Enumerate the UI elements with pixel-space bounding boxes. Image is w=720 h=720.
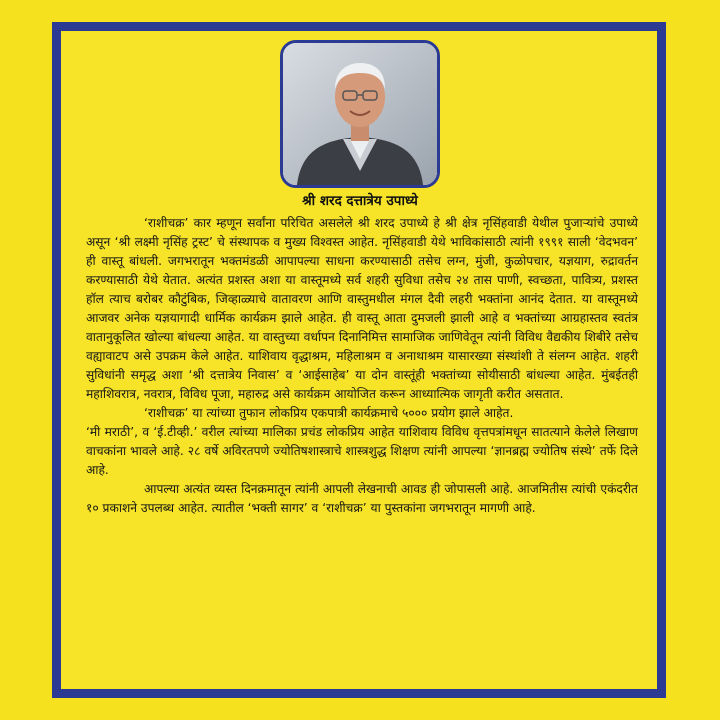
- author-name: श्री शरद दत्तात्रेय उपाध्ये: [302, 193, 418, 209]
- author-photo: [280, 40, 440, 188]
- author-portrait-image: [283, 43, 437, 185]
- biography-text: [86, 214, 638, 518]
- bio-paragraph: ‘राशीचक्र’ कार म्हणून सर्वांना परिचित असलेले श्री शरद उपाध्ये हे श्री क्षेत्र नृसिंहवाडी येथील पुजाऱ्यांचे उपाध्ये असून ‘श्री लक्ष्मी नृसिंह ट्रस्ट’ चे संस्थापक व मुख्य विश्वस्त आहेत. नृसिंहवाडी येथे भाविकांसाठी त्यांनी १९९१ साली ‘वेदभवन’ ही वास्तू बांधली. जगभरातून भक्तमंडळी आपापल्या साधना करण्यासाठी तसेच लग्न, मुंजी, कुळोपचार, यज्ञयाग, रुद्रावर्तन करण्यासाठी येथे येतात. अत्यंत प्रशस्त अशा या वास्तूमध्ये सर्व शहरी सुविधा तसेच २४ तास पाणी, स्वच्छता, पावित्र्य, प्रशस्त हॉल त्याच बरोबर कौटुंबिक, जिव्हाळ्याचे वातावरण आणि वास्तुमधील मंगल दैवी लहरी भक्तांना आनंद देतात. या वास्तूमध्ये आजवर अनेक यज्ञयागादी धार्मिक कार्यक्रम झाले आहेत. ही वास्तू आता दुमजली झाली आहे व भक्तांच्या आग्रहास्तव स्वतंत्र वातानुकूलित खोल्या बांधल्या आहेत. या वास्तुच्या वर्धापन दिनानिमित्त सामाजिक जाणिवेतून त्यांनी विविध वैद्यकीय शिबीरे तसेच वह्यावाटप असे उपक्रम केले आहेत. याशिवाय वृद्धाश्रम, महिलाश्रम व अनाथाश्रम यासारख्या संस्थांशी ते संलग्न आहेत. शहरी सुविधांनी समृद्ध अशा ‘श्री दत्तात्रेय निवास’ व ‘आईसाहेब’ या दोन वास्तूंही भक्तांच्या सोयीसाठी बांधल्या आहेत. मुंबईतही महाशिवरात्र, नवरात्र, विविध पूजा, महारुद्र असे कार्यक्रम आयोजित करून आध्यात्मिक जागृती करीत असतात.: [86, 216, 638, 401]
- bio-paragraph: ‘मी मराठी’, व ‘ई.टीव्ही.’ वरील त्यांच्या मालिका प्रचंड लोकप्रिय आहेत याशिवाय विविध वृत्तपत्रांमधून सातत्याने केलेले लिखाण वाचकांना भावले आहे. २८ वर्षे अविरतपणे ज्योतिषशास्त्राचे शास्त्रशुद्ध शिक्षण त्यांनी आपल्या ‘ज्ञानब्रह्म ज्योतिष संस्थे’ तर्फे दिले आहे.: [86, 425, 638, 477]
- bio-paragraph: आपल्या अत्यंत व्यस्त दिनक्रमातून त्यांनी आपली लेखनाची आवड ही जोपासली आहे. आजमितीस त्यांची एकंदरीत १० प्रकाशने उपलब्ध आहेत. त्यातील ‘भक्ती सागर’ व ‘राशीचक्र’ या पुस्तकांना जगभरातून मागणी आहे.: [86, 482, 638, 515]
- bio-paragraph: ‘राशीचक्र’ या त्यांच्या तुफान लोकप्रिय एकपात्री कार्यक्रमाचे ५००० प्रयोग झाले आहेत.: [144, 406, 514, 420]
